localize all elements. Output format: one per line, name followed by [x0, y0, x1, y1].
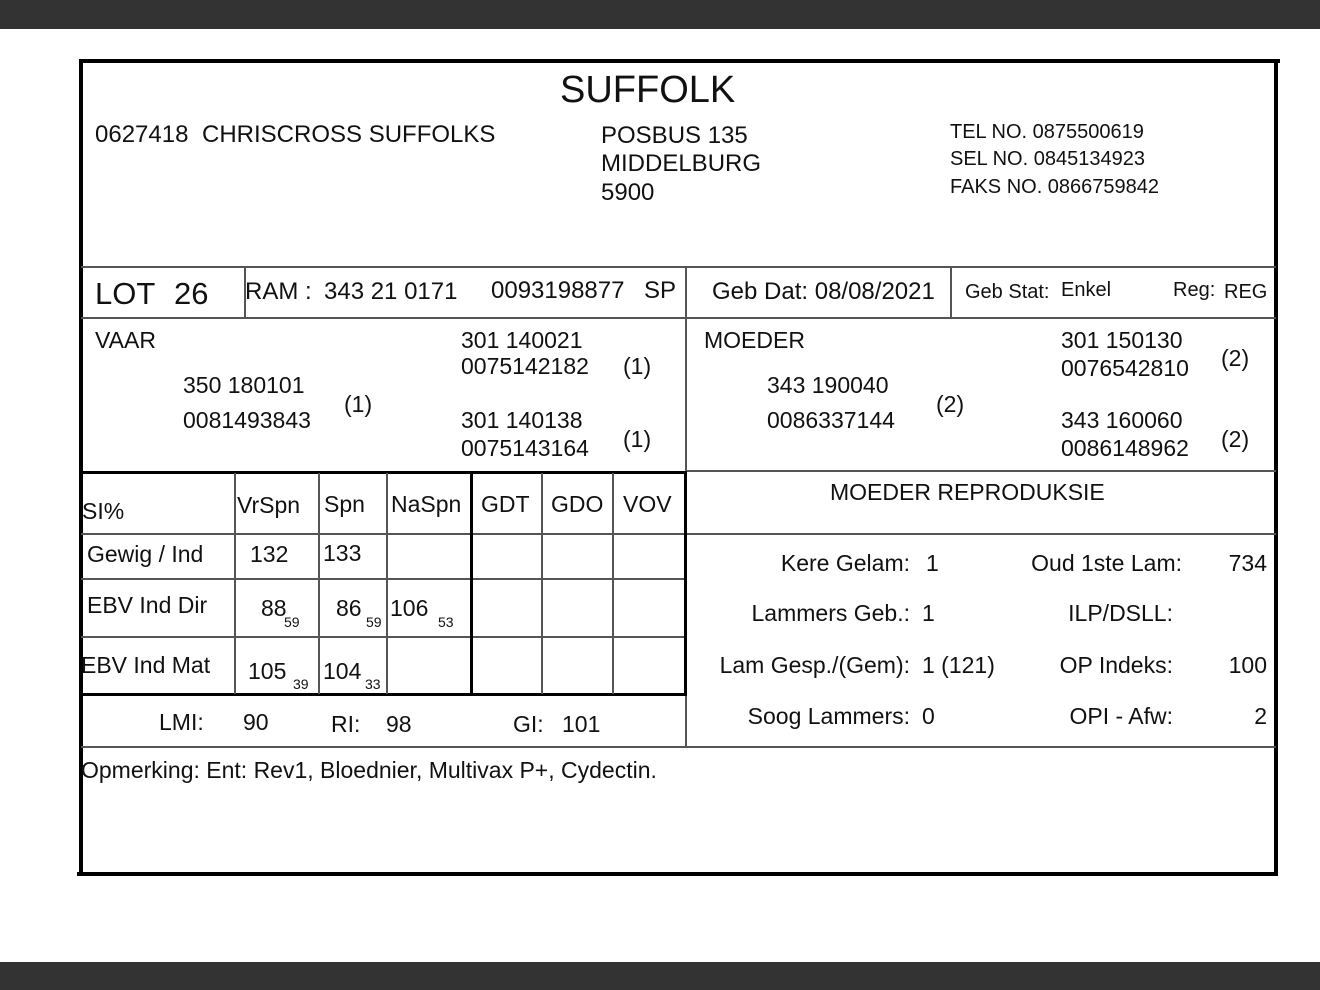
- ebv-col-line-2: [318, 473, 320, 694]
- ebv-col-line-3: [386, 473, 388, 694]
- birth-date: Geb Dat: 08/08/2021: [712, 278, 935, 305]
- ebv-row-line-2: [81, 578, 687, 580]
- vaar-sire-number: 0075142182: [461, 353, 589, 379]
- faks-number: FAKS NO. 0866759842: [950, 176, 1160, 198]
- ebv-col-line-5: [541, 473, 543, 694]
- ri-label: RI:: [331, 711, 361, 737]
- ebv-row-label-ind-mat: EBV Ind Mat: [81, 652, 211, 678]
- gi-label: GI:: [513, 711, 544, 737]
- birth-status-label: Geb Stat:: [965, 281, 1050, 303]
- moeder-mark: (2): [936, 391, 965, 417]
- ebv-row-label-gewig: Gewig / Ind: [87, 541, 204, 567]
- repro-label-lam-gesp: Lam Gesp./(Gem):: [719, 652, 910, 678]
- repro-value-lam-gesp: 1 (121): [922, 652, 995, 678]
- lmi-label: LMI:: [159, 709, 204, 735]
- breeder-id: 0627418: [95, 121, 189, 148]
- reg-value: REG: [1224, 281, 1268, 303]
- ebv-ind-dir-vrspn: 88: [261, 595, 287, 621]
- vaar-sire-mark: (1): [623, 353, 652, 379]
- divider-reproduction-top: [687, 470, 1276, 472]
- lot-number: 26: [174, 276, 209, 311]
- repro-label-kere-gelam: Kere Gelam:: [780, 550, 910, 576]
- sp-code: SP: [644, 277, 677, 304]
- moeder-dam-mark: (2): [1221, 426, 1250, 452]
- border-bottom: [77, 872, 1278, 876]
- ebv-header-vrspn: VrSpn: [237, 492, 301, 518]
- ri-value: 98: [386, 711, 412, 737]
- moeder-dam-id: 343 160060: [1061, 407, 1183, 433]
- repro-label-soog-lammers: Soog Lammers:: [747, 703, 910, 729]
- vaar-number: 0081493843: [183, 407, 311, 433]
- sel-number: SEL NO. 0845134923: [950, 148, 1145, 170]
- ram-registration-number: 0093198877: [491, 277, 625, 304]
- vaar-sire-id: 301 140021: [461, 327, 583, 353]
- ebv-gewig-spn: 133: [323, 540, 362, 566]
- ram-label: RAM :: [245, 278, 312, 305]
- repro-label-ilp-dsll: ILP/DSLL:: [1068, 600, 1173, 626]
- ebv-col-line-6: [612, 473, 614, 694]
- birth-status-value: Enkel: [1061, 279, 1112, 301]
- ebv-ind-mat-spn-accuracy: 33: [365, 676, 381, 692]
- ebv-col-line-1: [234, 473, 236, 694]
- ebv-ind-mat-vrspn: 105: [248, 658, 287, 684]
- reproduction-title: MOEDER REPRODUKSIE: [830, 479, 1105, 505]
- ebv-ind-mat-spn: 104: [323, 658, 362, 684]
- ebv-ind-dir-spn-accuracy: 59: [366, 614, 382, 630]
- divider-lot-2: [685, 266, 687, 318]
- repro-label-opi-afw: OPI - Afw:: [1069, 703, 1173, 729]
- tel-number: TEL NO. 0875500619: [950, 121, 1144, 143]
- repro-value-op-indeks: 100: [1228, 652, 1267, 678]
- reproduction-title-divider: [687, 533, 1276, 535]
- ebv-header-si: SI%: [82, 498, 125, 524]
- divider-lot-3: [950, 266, 952, 318]
- ebv-header-gdt: GDT: [481, 491, 530, 517]
- border-left: [79, 59, 83, 876]
- ebv-row-line-1: [81, 533, 687, 535]
- repro-value-lammers-geb: 1: [922, 600, 935, 626]
- vaar-label: VAAR: [95, 327, 156, 353]
- address-line-1: POSBUS 135: [601, 122, 748, 149]
- vaar-dam-mark: (1): [623, 426, 652, 452]
- repro-label-oud-1ste-lam: Oud 1ste Lam:: [1031, 550, 1182, 576]
- moeder-sire-id: 301 150130: [1061, 327, 1183, 353]
- ebv-col-line-4: [470, 473, 473, 694]
- ebv-table-top: [81, 471, 687, 474]
- top-bar: [0, 0, 1320, 29]
- moeder-sire-number: 0076542810: [1061, 355, 1189, 381]
- divider-lot-top: [81, 266, 1276, 268]
- moeder-dam-number: 0086148962: [1061, 435, 1189, 461]
- reg-label: Reg:: [1173, 279, 1216, 301]
- repro-value-kere-gelam: 1: [926, 550, 939, 576]
- repro-label-op-indeks: OP Indeks:: [1059, 652, 1173, 678]
- ebv-table-bottom: [81, 693, 687, 696]
- address-line-3: 5900: [601, 179, 655, 206]
- ebv-gewig-vrspn: 132: [250, 541, 289, 567]
- divider-lot-bottom: [81, 317, 1276, 319]
- divider-remarks: [81, 746, 1276, 748]
- moeder-label: MOEDER: [704, 327, 805, 353]
- breed-title: SUFFOLK: [560, 69, 736, 111]
- ebv-ind-dir-vrspn-accuracy: 59: [284, 614, 300, 630]
- moeder-sire-mark: (2): [1221, 345, 1250, 371]
- gi-value: 101: [562, 711, 601, 737]
- border-right: [1274, 59, 1278, 876]
- repro-label-lammers-geb: Lammers Geb.:: [751, 600, 910, 626]
- vaar-mark: (1): [344, 391, 373, 417]
- ebv-ind-dir-naspn: 106: [390, 595, 429, 621]
- ebv-header-gdo: GDO: [551, 491, 604, 517]
- ebv-ind-dir-spn: 86: [336, 595, 362, 621]
- breeder-name: CHRISCROSS SUFFOLKS: [202, 121, 496, 148]
- ebv-header-vov: VOV: [623, 491, 672, 517]
- vaar-dam-number: 0075143164: [461, 435, 589, 461]
- ebv-header-naspn: NaSpn: [391, 491, 462, 517]
- ebv-row-line-3: [81, 636, 687, 638]
- vaar-id: 350 180101: [183, 372, 305, 398]
- ebv-header-spn: Spn: [324, 491, 365, 517]
- ebv-row-label-ind-dir: EBV Ind Dir: [87, 592, 208, 618]
- moeder-number: 0086337144: [767, 407, 895, 433]
- lot-label: LOT: [95, 276, 156, 311]
- border-top: [79, 59, 1280, 63]
- lmi-value: 90: [243, 709, 269, 735]
- moeder-id: 343 190040: [767, 372, 889, 398]
- remarks: Opmerking: Ent: Rev1, Bloednier, Multivax P+, Cydectin.: [81, 757, 657, 783]
- repro-value-oud-1ste-lam: 734: [1228, 550, 1267, 576]
- address-line-2: MIDDELBURG: [601, 150, 762, 177]
- bottom-bar: [0, 962, 1320, 990]
- ebv-ind-dir-naspn-accuracy: 53: [438, 614, 454, 630]
- vaar-dam-id: 301 140138: [461, 407, 583, 433]
- repro-value-soog-lammers: 0: [922, 703, 935, 729]
- repro-value-opi-afw: 2: [1254, 703, 1267, 729]
- ram-id: 343 21 0171: [324, 278, 458, 305]
- ebv-ind-mat-vrspn-accuracy: 39: [293, 676, 309, 692]
